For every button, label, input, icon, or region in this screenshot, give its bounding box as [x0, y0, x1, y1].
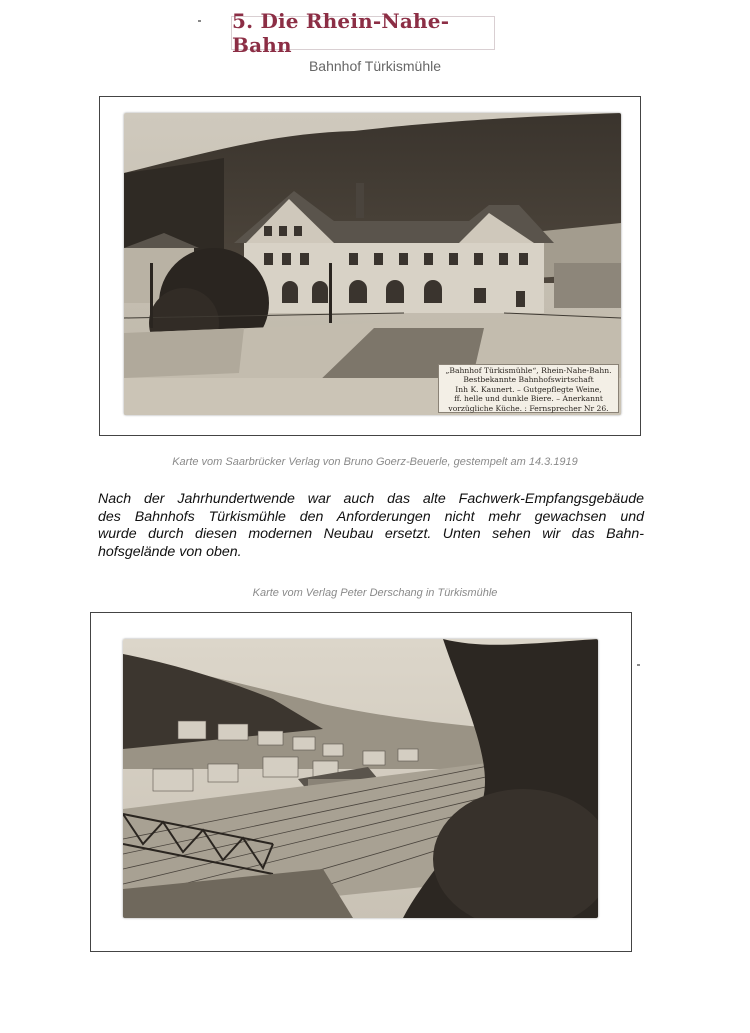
- imprint-line: Bestbekannte Bahnhofswirtschaft: [463, 375, 594, 385]
- scan-speck: [637, 664, 640, 666]
- postcard1-caption: Karte vom Saarbrücker Verlag von Bruno Goerz-Beuerle, gestempelt am 14.3.1919: [172, 456, 578, 468]
- page-title-box: [231, 9, 495, 57]
- paragraph-line: Nach der Jahrhundertwende war auch das alte Fachwerk-Empfangsgebäude: [98, 491, 644, 507]
- imprint-line: ff. helle und dunkle Biere. – Anerkannt: [454, 394, 603, 404]
- page-subtitle: Bahnhof Türkismühle: [308, 58, 442, 74]
- paragraph-line: wurde durch diesen modernen Neubau ersetzt. Unten sehen wir das Bahn-: [98, 526, 644, 542]
- postcard-imprint-text: [438, 364, 619, 413]
- station-grounds-illustration: [123, 639, 598, 918]
- paragraph-line: des Bahnhofs Türkismühle den Anforderungen nicht mehr gewachsen und: [98, 508, 644, 525]
- imprint-line: vorzügliche Küche. : Fernsprecher Nr 26.: [448, 403, 609, 413]
- imprint-line: „Bahnhof Türkismühle“, Rhein-Nahe-Bahn.: [445, 366, 612, 375]
- body-paragraph: [98, 491, 644, 561]
- scan-speck: [198, 20, 201, 22]
- imprint-line: Inh K. Kaunert. – Gutgepflegte Weine,: [455, 384, 602, 394]
- postcard-photo-station-grounds: [123, 639, 598, 918]
- page-title: 5. Die Rhein-Nahe-Bahn: [232, 9, 450, 57]
- postcard2-caption: Karte vom Verlag Peter Derschang in Türkismühle: [252, 587, 498, 599]
- paragraph-line: hofsgelände von oben.: [98, 543, 242, 560]
